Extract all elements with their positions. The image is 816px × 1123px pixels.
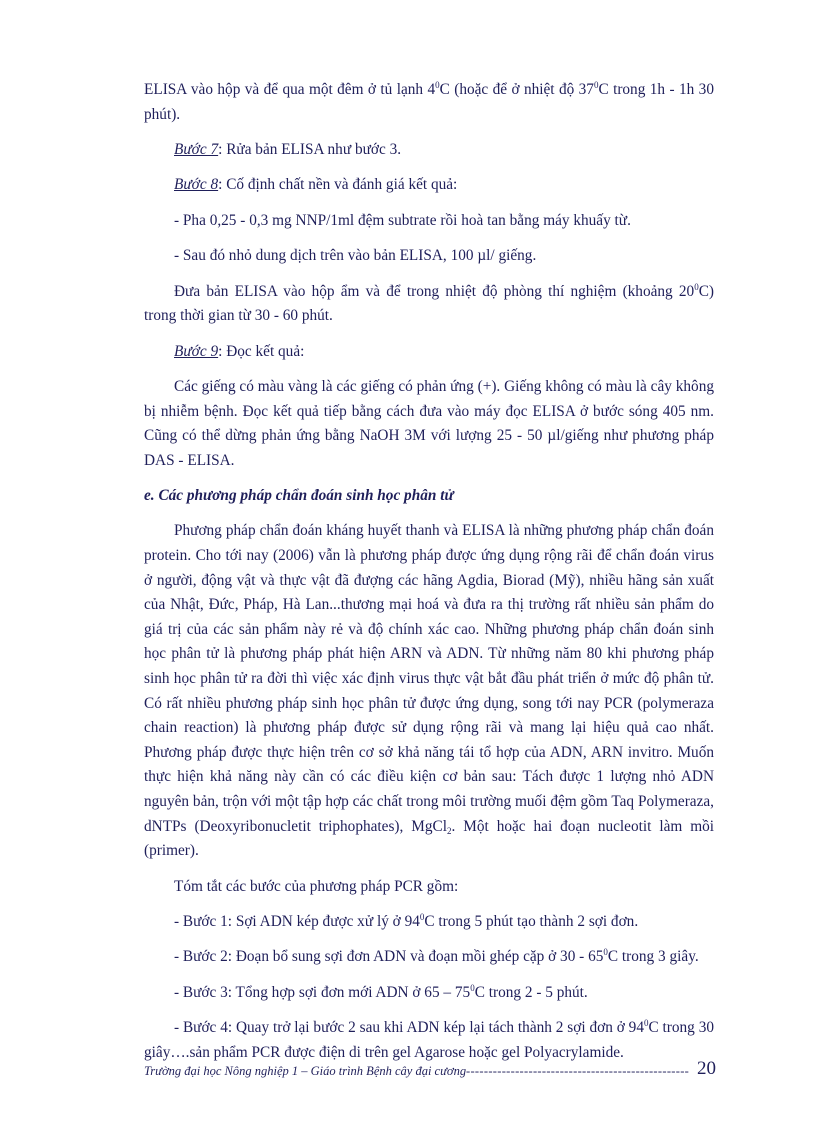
paragraph-pcr-summary: Tóm tắt các bước của phương pháp PCR gồm: — [174, 877, 459, 895]
page-footer — [144, 1058, 716, 1082]
pcr-step-1 — [144, 910, 714, 935]
superscript: 0 — [643, 1018, 649, 1029]
text: - Bước 4: Quay trở lại bước 2 sau khi ADN kép lại tách thành 2 sợi đơn ở 94 — [174, 1019, 644, 1037]
paragraph-results: Các giếng có màu vàng là các giếng có phản ứng (+). Giếng không có màu là cây không bị nhiễm bệnh. Đọc kết quả tiếp bằng cách đưa vào máy đọc ELISA ở bước sóng 405 nm. Cũng có thể dừng phản ứng bằng NaOH 3M với lượng 25 - 50 µl/giếng như phương pháp DAS - ELISA. — [144, 377, 714, 469]
paragraph-dispense: - Sau đó nhỏ dung dịch trên vào bản ELISA, 100 µl/ giếng. — [174, 247, 537, 265]
footer-rule: -------------------------------------------------- — [466, 1064, 690, 1078]
document-body — [144, 78, 714, 1076]
superscript: 0 — [470, 982, 475, 993]
text: - Bước 2: Đoạn bổ sung sợi đơn ADN và đoạn mồi ghép cặp ở 30 - 65 — [174, 948, 604, 966]
section-heading: e. Các phương pháp chẩn đoán sinh học phân tử — [144, 487, 454, 505]
text: - Bước 3: Tổng hợp sợi đơn mới ADN ở 65 – 75 — [174, 983, 471, 1001]
paragraph-nnp: - Pha 0,25 - 0,3 mg NNP/1ml đệm subtrate rồi hoà tan bằng máy khuấy từ. — [174, 211, 631, 229]
text: ELISA vào hộp và để qua một đêm ở tủ lạnh 4 — [144, 81, 436, 98]
pcr-step-3 — [144, 981, 714, 1006]
paragraph-incubation — [144, 78, 714, 127]
text: C trong 1h - 1h 30 phút). — [144, 81, 714, 123]
step-text: : Cố định chất nền và đánh giá kết quả: — [218, 176, 458, 194]
step-9 — [144, 340, 714, 365]
step-text: : Rửa bản ELISA như bước 3. — [218, 140, 402, 158]
step-label: Bước 7 — [174, 140, 219, 158]
step-text: : Đọc kết quả: — [218, 342, 305, 360]
text: - Bước 1: Sợi ADN kép được xử lý ở 94 — [174, 912, 420, 930]
superscript: 0 — [593, 80, 599, 90]
text: C trong 3 giây. — [607, 948, 699, 966]
step-7 — [144, 138, 714, 163]
text: Phương pháp chẩn đoán kháng huyết thanh và ELISA là những phương pháp chẩn đoán protein. Cho tới nay (2006) vẫn là phương pháp được ứng dụng rộng rãi để chẩn đoán virus ở người, động vật và thực vật đã đượng các hãng Agdia, Biorad (Mỹ), nhiều hãng sản xuất của Nhật, Đức, Pháp, Hà Lan...thương mại hoá và đưa ra thị trường rất nhiều sản phẩm do giá trị của các sản phẩm này rẻ và độ chính xác cao. Những phương pháp chẩn đoán sinh học phân tử là phương pháp phát hiện ARN và ADN. Từ những năm 80 khi phương pháp sinh học phân tử ra đời thì việc xác định virus thực vật bắt đầu phát triển ở mức độ phân tử. Có rất nhiều phương pháp sinh học phân tử được ứng dụng, song tới nay PCR (polymeraza chain reaction) là phương pháp được sử dụng rộng rãi và mang lại hiệu quả cao nhất. Phương pháp được thực hiện trên cơ sở khả năng tái tổ hợp của ADN, ARN invitro. Muốn thực hiện khả năng này cần có các điều kiện cơ bản sau: Tách được 1 lượng nhỏ ADN nguyên bản, trộn với một tập hợp các chất trong môi trường muối đệm gồm Taq Polymeraza, dNTPs (Deoxyribonucletit triphophates), MgCl — [144, 522, 714, 835]
superscript: 0 — [694, 281, 699, 292]
text: C (hoặc để ở nhiệt độ 37 — [439, 81, 594, 98]
page-number: 20 — [697, 1058, 716, 1079]
step-label: Bước 9 — [174, 342, 219, 360]
text: C) trong thời gian từ 30 - 60 phút. — [144, 282, 714, 325]
text: Đưa bản ELISA vào hộp ẩm và để trong nhiệt độ phòng thí nghiệm (khoảng 20 — [174, 282, 695, 300]
pcr-step-2 — [144, 945, 714, 970]
superscript: 0 — [419, 911, 425, 922]
text: C trong 2 - 5 phút. — [474, 983, 588, 1001]
superscript: 0 — [435, 80, 440, 90]
footer-title: Trường đại học Nông nghiệp 1 – Giáo trình Bệnh cây đại cương — [144, 1064, 467, 1078]
paragraph-humid-box — [144, 280, 714, 329]
subscript: 2 — [446, 825, 452, 836]
text: C trong 30 giây….sản phẩm PCR được điện di trên gel Agarose hoặc gel Polyacrylamide. — [144, 1019, 714, 1061]
paragraph-molecular — [144, 519, 714, 863]
text: C trong 5 phút tạo thành 2 sợi đơn. — [424, 912, 639, 930]
step-label: Bước 8 — [174, 176, 219, 194]
text: . Một hoặc hai đoạn nucleotit làm mồi (primer). — [144, 817, 714, 860]
superscript: 0 — [603, 947, 608, 958]
step-8 — [144, 173, 714, 198]
